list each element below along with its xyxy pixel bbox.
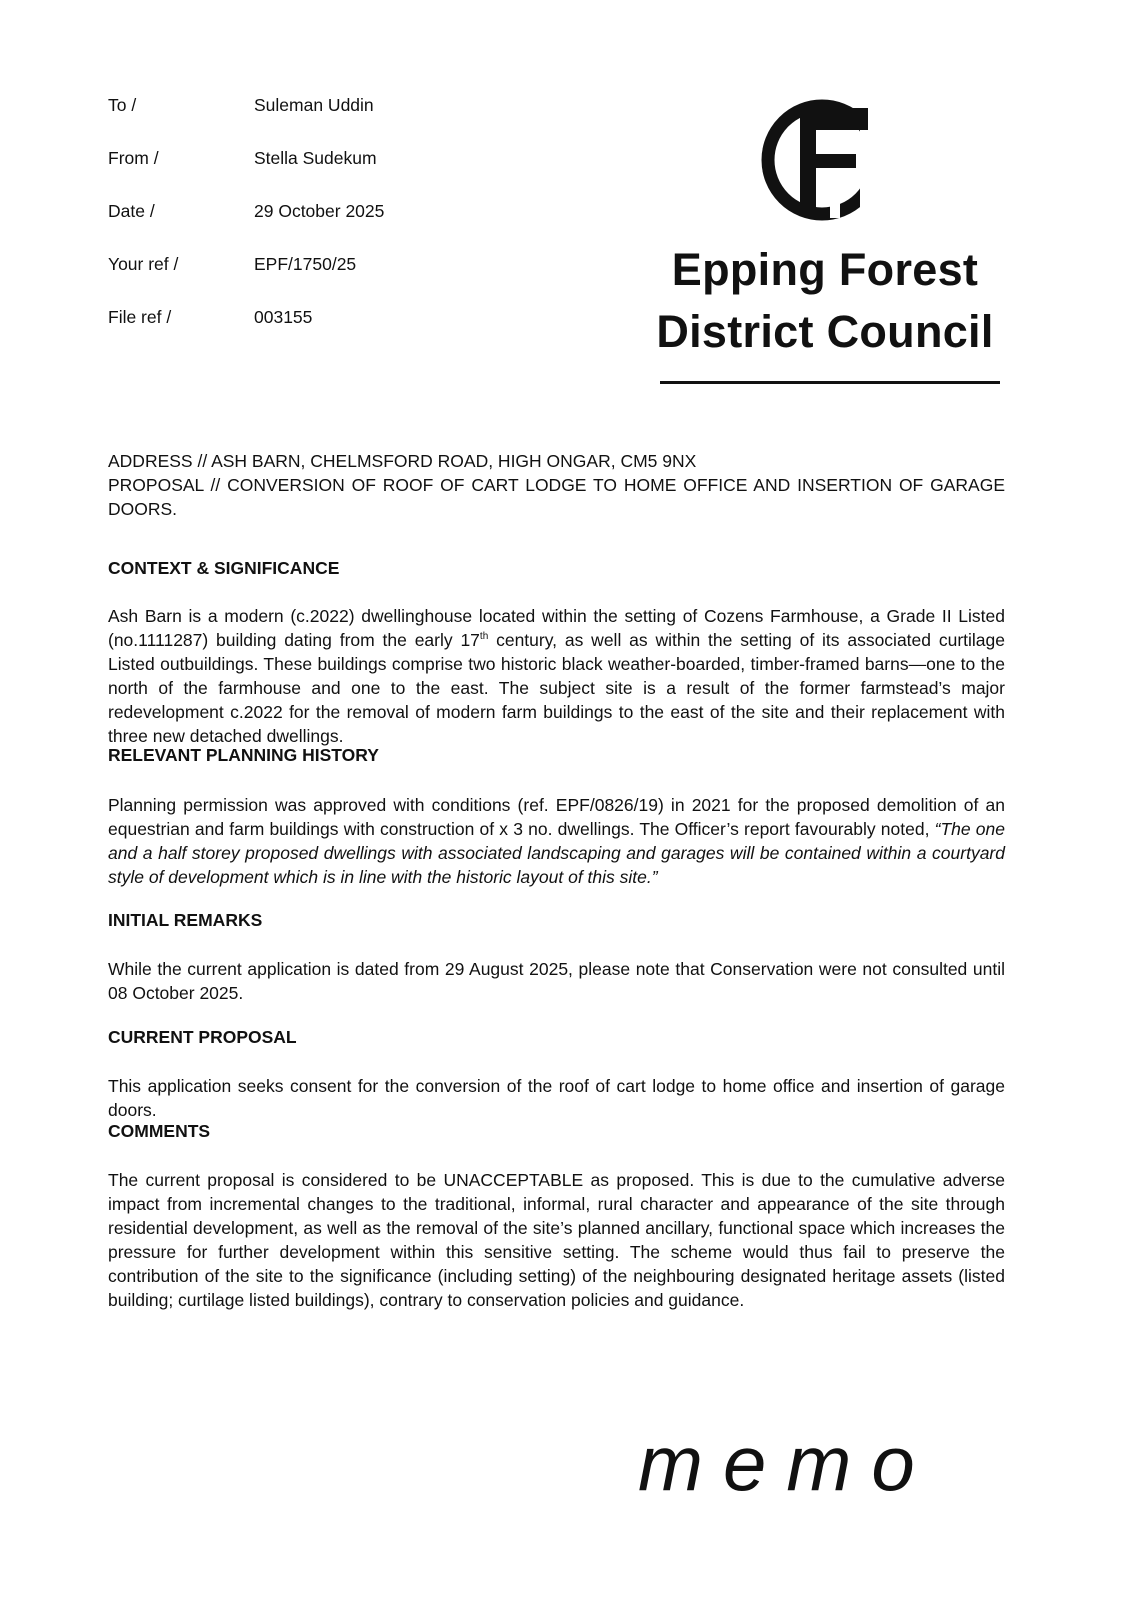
date-label: Date / — [108, 201, 155, 221]
initial-heading: INITIAL REMARKS — [108, 910, 263, 930]
comments-paragraph: The current proposal is considered to be UNACCEPTABLE as proposed. This is due to the cumulative adverse impact from incremental changes to the traditional, informal, rural character and appearance of the site through residential development, as well as the removal of the site’s planned ancillary, functional space which increases the pressure for further development within this sensitive setting. The scheme would thus fail to preserve the contribution of the site to the significance (including setting) of the neighbouring designated heritage assets (listed building; curtilage listed buildings), contrary to conservation policies and guidance. — [108, 1170, 1005, 1310]
your-ref-label: Your ref / — [108, 254, 179, 274]
context-sup: th — [479, 631, 489, 643]
header-row-your-ref — [108, 253, 528, 275]
header-row-from — [108, 147, 528, 169]
org-name-line1: Epping Forest — [671, 244, 979, 295]
header-row-to — [108, 94, 528, 116]
history-paragraph — [108, 793, 1005, 889]
current-paragraph: This application seeks consent for the conversion of the roof of cart lodge to home office and insertion of garage doors. — [108, 1076, 1005, 1120]
context-text-b: century, as well as within the setting of its associated curtilage Listed outbuildings. These buildings comprise two historic black weather-boarded, timber-framed barns—one to the north of the farmhouse and one to the east. The subject site is a result of the former farmstead’s major redevelopment c.2022 for the removal of modern farm buildings to the east of the site and their replacement with three new detached dwellings. — [108, 630, 1005, 746]
file-ref-value: 003155 — [254, 307, 313, 327]
to-label: To / — [108, 95, 137, 115]
history-text: Planning permission was approved with conditions (ref. EPF/0826/19) in 2021 for the proposed demolition of an equestrian and farm buildings with construction of x 3 no. dwellings. The Officer’s report favourably noted, — [108, 795, 1005, 839]
header-row-file-ref — [108, 306, 528, 328]
file-ref-label: File ref / — [108, 307, 172, 327]
date-value: 29 October 2025 — [254, 201, 385, 221]
org-divider — [660, 381, 1000, 384]
from-value: Stella Sudekum — [254, 148, 377, 168]
history-quote: “The one and a half storey proposed dwellings with associated landscaping and garages will be contained within a courtyard style of development which is in line with the historic layout of this site.” — [108, 819, 1005, 887]
your-ref-value: EPF/1750/25 — [254, 254, 357, 274]
org-name-line2: District Council — [656, 306, 994, 357]
epping-forest-logo-icon — [760, 90, 880, 230]
initial-paragraph: While the current application is dated from 29 August 2025, please note that Conservation were not consulted until 08 October 2025. — [108, 959, 1005, 1003]
context-heading: CONTEXT & SIGNIFICANCE — [108, 558, 340, 578]
history-heading: RELEVANT PLANNING HISTORY — [108, 745, 379, 765]
address-line: ADDRESS // ASH BARN, CHELMSFORD ROAD, HIGH ONGAR, CM5 9NX — [108, 451, 697, 471]
address-block — [108, 449, 1005, 521]
header-row-date — [108, 200, 528, 222]
from-label: From / — [108, 148, 159, 168]
context-paragraph — [108, 604, 1005, 748]
to-value: Suleman Uddin — [254, 95, 374, 115]
comments-heading: COMMENTS — [108, 1121, 211, 1141]
proposal-line: PROPOSAL // CONVERSION OF ROOF OF CART LODGE TO HOME OFFICE AND INSERTION OF GARAGE DOORS. — [108, 475, 1005, 519]
context-text-a: Ash Barn is a modern (c.2022) dwellinghouse located within the setting of Cozens Farmhouse, a Grade II Listed (no.1111287) building dating from the early 17 — [108, 606, 1005, 650]
current-heading: CURRENT PROPOSAL — [108, 1027, 297, 1047]
memo-footer: memo — [638, 1419, 935, 1507]
